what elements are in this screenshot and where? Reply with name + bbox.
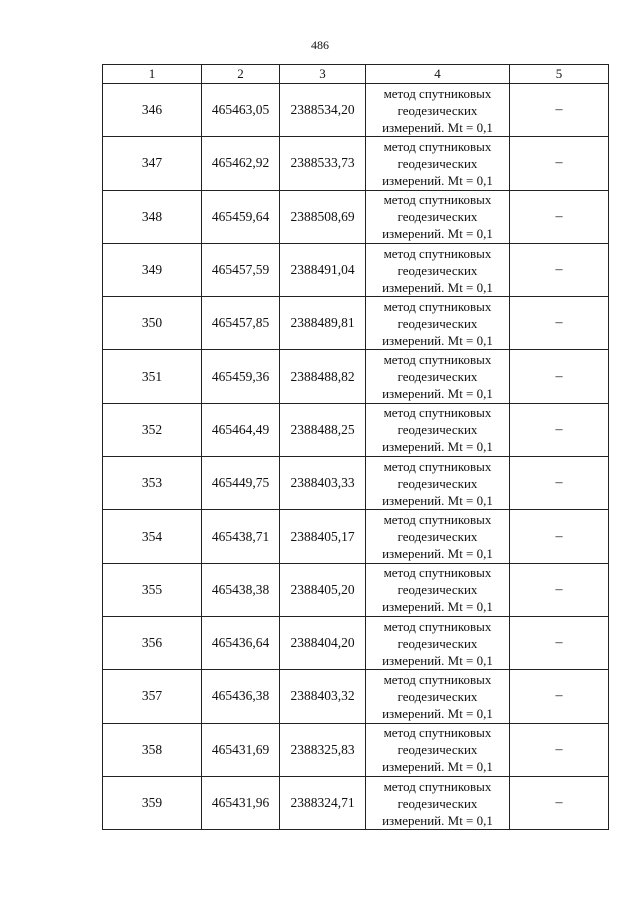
method-cell <box>366 723 510 776</box>
method-cell <box>366 84 510 137</box>
note-cell: – <box>510 350 609 403</box>
point-number-cell: 350 <box>103 297 202 350</box>
y-coordinate-cell: 2388491,04 <box>280 243 366 296</box>
x-coordinate-cell: 465457,85 <box>202 297 280 350</box>
column-header-2: 2 <box>202 65 280 84</box>
method-line: геодезических <box>397 155 478 171</box>
x-coordinate-cell: 465457,59 <box>202 243 280 296</box>
method-line: метод спутниковых <box>383 245 492 261</box>
table-row <box>103 243 609 296</box>
method-line: геодезических <box>397 529 478 545</box>
header-row <box>103 65 609 84</box>
point-number-cell: 353 <box>103 457 202 510</box>
method-line: метод спутниковых <box>383 352 492 368</box>
method-line: измерений. Mt = 0,1 <box>382 812 493 828</box>
table-body <box>103 84 609 830</box>
method-line: метод спутниковых <box>383 298 492 314</box>
x-coordinate-cell: 465462,92 <box>202 137 280 190</box>
x-coordinate-cell: 465463,05 <box>202 84 280 137</box>
method-cell <box>366 350 510 403</box>
x-coordinate-cell: 465438,71 <box>202 510 280 563</box>
x-coordinate-cell: 465438,38 <box>202 563 280 616</box>
method-cell <box>366 510 510 563</box>
y-coordinate-cell: 2388488,25 <box>280 403 366 456</box>
method-cell <box>366 297 510 350</box>
y-coordinate-cell: 2388508,69 <box>280 190 366 243</box>
method-line: геодезических <box>397 635 478 651</box>
point-number-cell: 351 <box>103 350 202 403</box>
note-cell: – <box>510 190 609 243</box>
point-number-cell: 357 <box>103 670 202 723</box>
method-cell <box>366 457 510 510</box>
table-row <box>103 563 609 616</box>
method-line: геодезических <box>397 475 478 491</box>
method-line: измерений. Mt = 0,1 <box>382 599 493 615</box>
method-line: геодезических <box>397 688 478 704</box>
method-line: измерений. Mt = 0,1 <box>382 279 493 295</box>
column-header-5: 5 <box>510 65 609 84</box>
note-cell: – <box>510 137 609 190</box>
method-line: метод спутниковых <box>383 618 492 634</box>
method-line: геодезических <box>397 422 478 438</box>
method-cell <box>366 190 510 243</box>
method-line: измерений. Mt = 0,1 <box>382 546 493 562</box>
method-line: измерений. Mt = 0,1 <box>382 172 493 188</box>
method-line: геодезических <box>397 102 478 118</box>
method-line: метод спутниковых <box>383 725 492 741</box>
method-line: измерений. Mt = 0,1 <box>382 439 493 455</box>
method-line: метод спутниковых <box>383 405 492 421</box>
note-cell: – <box>510 403 609 456</box>
y-coordinate-cell: 2388533,73 <box>280 137 366 190</box>
note-cell: – <box>510 616 609 669</box>
method-line: геодезических <box>397 582 478 598</box>
method-line: метод спутниковых <box>383 138 492 154</box>
note-cell: – <box>510 563 609 616</box>
method-line: измерений. Mt = 0,1 <box>382 759 493 775</box>
table-row <box>103 297 609 350</box>
page-number: 486 <box>311 38 329 52</box>
note-cell: – <box>510 297 609 350</box>
table-row <box>103 84 609 137</box>
table-row <box>103 616 609 669</box>
note-cell: – <box>510 723 609 776</box>
y-coordinate-cell: 2388534,20 <box>280 84 366 137</box>
method-line: метод спутниковых <box>383 192 492 208</box>
table-row <box>103 457 609 510</box>
method-line: метод спутниковых <box>383 778 492 794</box>
table-row <box>103 670 609 723</box>
method-cell <box>366 137 510 190</box>
x-coordinate-cell: 465449,75 <box>202 457 280 510</box>
table-row <box>103 723 609 776</box>
method-cell <box>366 670 510 723</box>
method-line: метод спутниковых <box>383 458 492 474</box>
point-number-cell: 347 <box>103 137 202 190</box>
table-row <box>103 350 609 403</box>
table-row <box>103 403 609 456</box>
y-coordinate-cell: 2388403,33 <box>280 457 366 510</box>
method-cell <box>366 563 510 616</box>
table-row <box>103 776 609 829</box>
point-number-cell: 349 <box>103 243 202 296</box>
table-row <box>103 190 609 243</box>
method-line: геодезических <box>397 742 478 758</box>
method-line: метод спутниковых <box>383 85 492 101</box>
note-cell: – <box>510 510 609 563</box>
y-coordinate-cell: 2388405,17 <box>280 510 366 563</box>
method-cell <box>366 403 510 456</box>
y-coordinate-cell: 2388488,82 <box>280 350 366 403</box>
method-line: геодезических <box>397 795 478 811</box>
method-line: геодезических <box>397 209 478 225</box>
x-coordinate-cell: 465436,64 <box>202 616 280 669</box>
method-line: геодезических <box>397 262 478 278</box>
x-coordinate-cell: 465431,96 <box>202 776 280 829</box>
point-number-cell: 358 <box>103 723 202 776</box>
note-cell: – <box>510 243 609 296</box>
column-header-1: 1 <box>103 65 202 84</box>
x-coordinate-cell: 465464,49 <box>202 403 280 456</box>
point-number-cell: 355 <box>103 563 202 616</box>
x-coordinate-cell: 465431,69 <box>202 723 280 776</box>
method-line: измерений. Mt = 0,1 <box>382 119 493 135</box>
table-row <box>103 137 609 190</box>
note-cell: – <box>510 776 609 829</box>
column-header-3: 3 <box>280 65 366 84</box>
y-coordinate-cell: 2388403,32 <box>280 670 366 723</box>
method-cell <box>366 776 510 829</box>
method-line: измерений. Mt = 0,1 <box>382 492 493 508</box>
point-number-cell: 359 <box>103 776 202 829</box>
table-header <box>103 65 609 84</box>
point-number-cell: 346 <box>103 84 202 137</box>
y-coordinate-cell: 2388405,20 <box>280 563 366 616</box>
point-number-cell: 348 <box>103 190 202 243</box>
x-coordinate-cell: 465436,38 <box>202 670 280 723</box>
coordinates-table <box>102 64 609 830</box>
note-cell: – <box>510 670 609 723</box>
method-line: измерений. Mt = 0,1 <box>382 386 493 402</box>
method-line: измерений. Mt = 0,1 <box>382 226 493 242</box>
method-line: геодезических <box>397 315 478 331</box>
method-line: метод спутниковых <box>383 565 492 581</box>
method-line: геодезических <box>397 369 478 385</box>
method-cell <box>366 616 510 669</box>
point-number-cell: 352 <box>103 403 202 456</box>
table-row <box>103 510 609 563</box>
x-coordinate-cell: 465459,64 <box>202 190 280 243</box>
method-line: измерений. Mt = 0,1 <box>382 652 493 668</box>
y-coordinate-cell: 2388489,81 <box>280 297 366 350</box>
y-coordinate-cell: 2388325,83 <box>280 723 366 776</box>
y-coordinate-cell: 2388404,20 <box>280 616 366 669</box>
method-line: метод спутниковых <box>383 671 492 687</box>
x-coordinate-cell: 465459,36 <box>202 350 280 403</box>
method-line: метод спутниковых <box>383 512 492 528</box>
point-number-cell: 354 <box>103 510 202 563</box>
point-number-cell: 356 <box>103 616 202 669</box>
y-coordinate-cell: 2388324,71 <box>280 776 366 829</box>
method-line: измерений. Mt = 0,1 <box>382 332 493 348</box>
column-header-4: 4 <box>366 65 510 84</box>
note-cell: – <box>510 84 609 137</box>
method-cell <box>366 243 510 296</box>
note-cell: – <box>510 457 609 510</box>
method-line: измерений. Mt = 0,1 <box>382 705 493 721</box>
